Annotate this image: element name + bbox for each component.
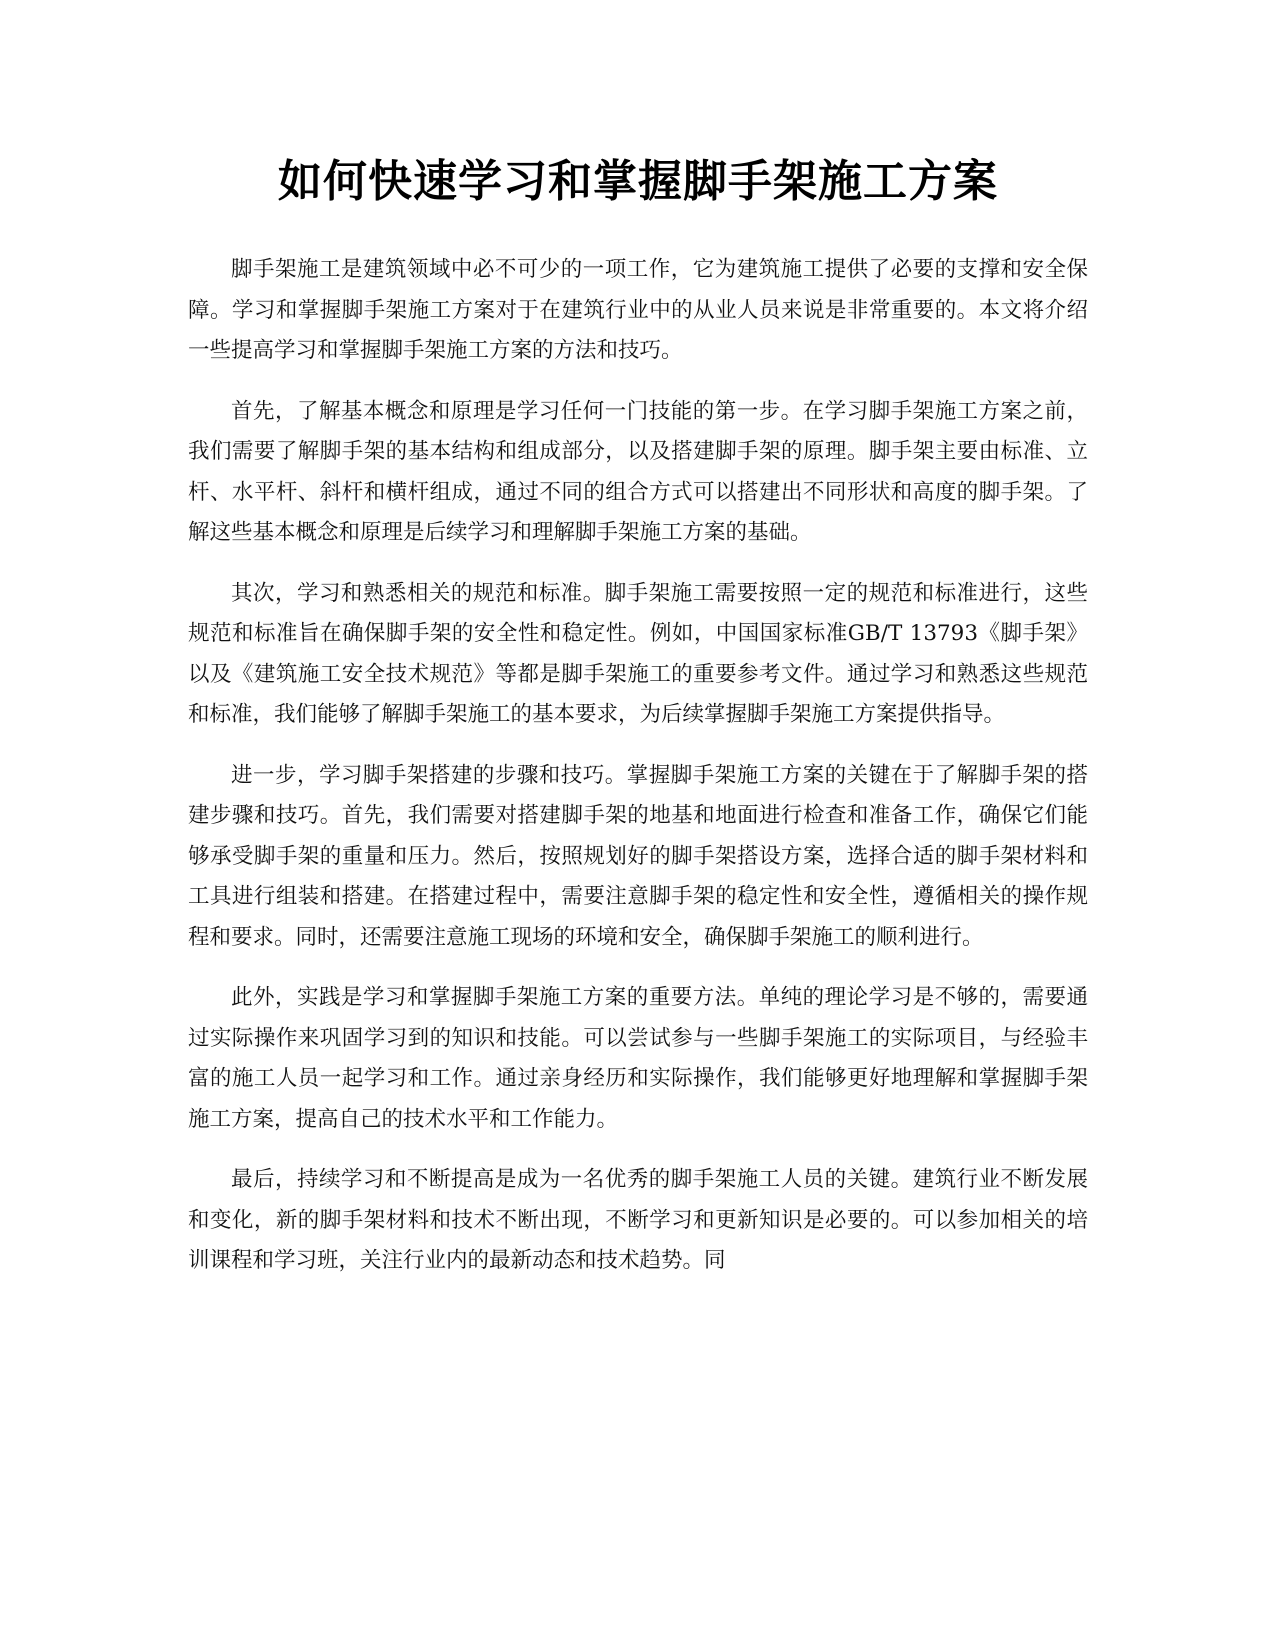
- paragraph-practice: 此外，实践是学习和掌握脚手架施工方案的重要方法。单纯的理论学习是不够的，需要通过实际操作来巩固学习到的知识和技能。可以尝试参与一些脚手架施工的实际项目，与经验丰富的施工人员一起学习和工作。通过亲身经历和实际操作，我们能够更好地理解和掌握脚手架施工方案，提高自己的技术水平和工作能力。: [188, 985, 1088, 1132]
- paragraph-standards: 其次，学习和熟悉相关的规范和标准。脚手架施工需要按照一定的规范和标准进行，这些规范和标准旨在确保脚手架的安全性和稳定性。例如，中国国家标准GB/T 13793《脚手架》以及《建筑施工安全技术规范》等都是脚手架施工的重要参考文件。通过学习和熟悉这些规范和标准，我们能够了解脚手架施工的基本要求，为后续掌握脚手架施工方案提供指导。: [188, 580, 1088, 727]
- document-title: 如何快速学习和掌握脚手架施工方案: [278, 156, 998, 207]
- paragraph-continuous-learning: 最后，持续学习和不断提高是成为一名优秀的脚手架施工人员的关键。建筑行业不断发展和变化，新的脚手架材料和技术不断出现，不断学习和更新知识是必要的。可以参加相关的培训课程和学习班，关注行业内的最新动态和技术趋势。同: [188, 1167, 1088, 1273]
- paragraph-intro: 脚手架施工是建筑领域中必不可少的一项工作，它为建筑施工提供了必要的支撑和安全保障。学习和掌握脚手架施工方案对于在建筑行业中的从业人员来说是非常重要的。本文将介绍一些提高学习和掌握脚手架施工方案的方法和技巧。: [188, 257, 1088, 363]
- paragraph-steps-and-techniques: 进一步，学习脚手架搭建的步骤和技巧。掌握脚手架施工方案的关键在于了解脚手架的搭建步骤和技巧。首先，我们需要对搭建脚手架的地基和地面进行检查和准备工作，确保它们能够承受脚手架的重量和压力。然后，按照规划好的脚手架搭设方案，选择合适的脚手架材料和工具进行组装和搭建。在搭建过程中，需要注意脚手架的稳定性和安全性，遵循相关的操作规程和要求。同时，还需要注意施工现场的环境和安全，确保脚手架施工的顺利进行。: [188, 762, 1088, 950]
- document-page: [188, 150, 1088, 1302]
- paragraph-basic-concepts: 首先，了解基本概念和原理是学习任何一门技能的第一步。在学习脚手架施工方案之前，我们需要了解脚手架的基本结构和组成部分，以及搭建脚手架的原理。脚手架主要由标准、立杆、水平杆、斜杆和横杆组成，通过不同的组合方式可以搭建出不同形状和高度的脚手架。了解这些基本概念和原理是后续学习和理解脚手架施工方案的基础。: [188, 398, 1088, 545]
